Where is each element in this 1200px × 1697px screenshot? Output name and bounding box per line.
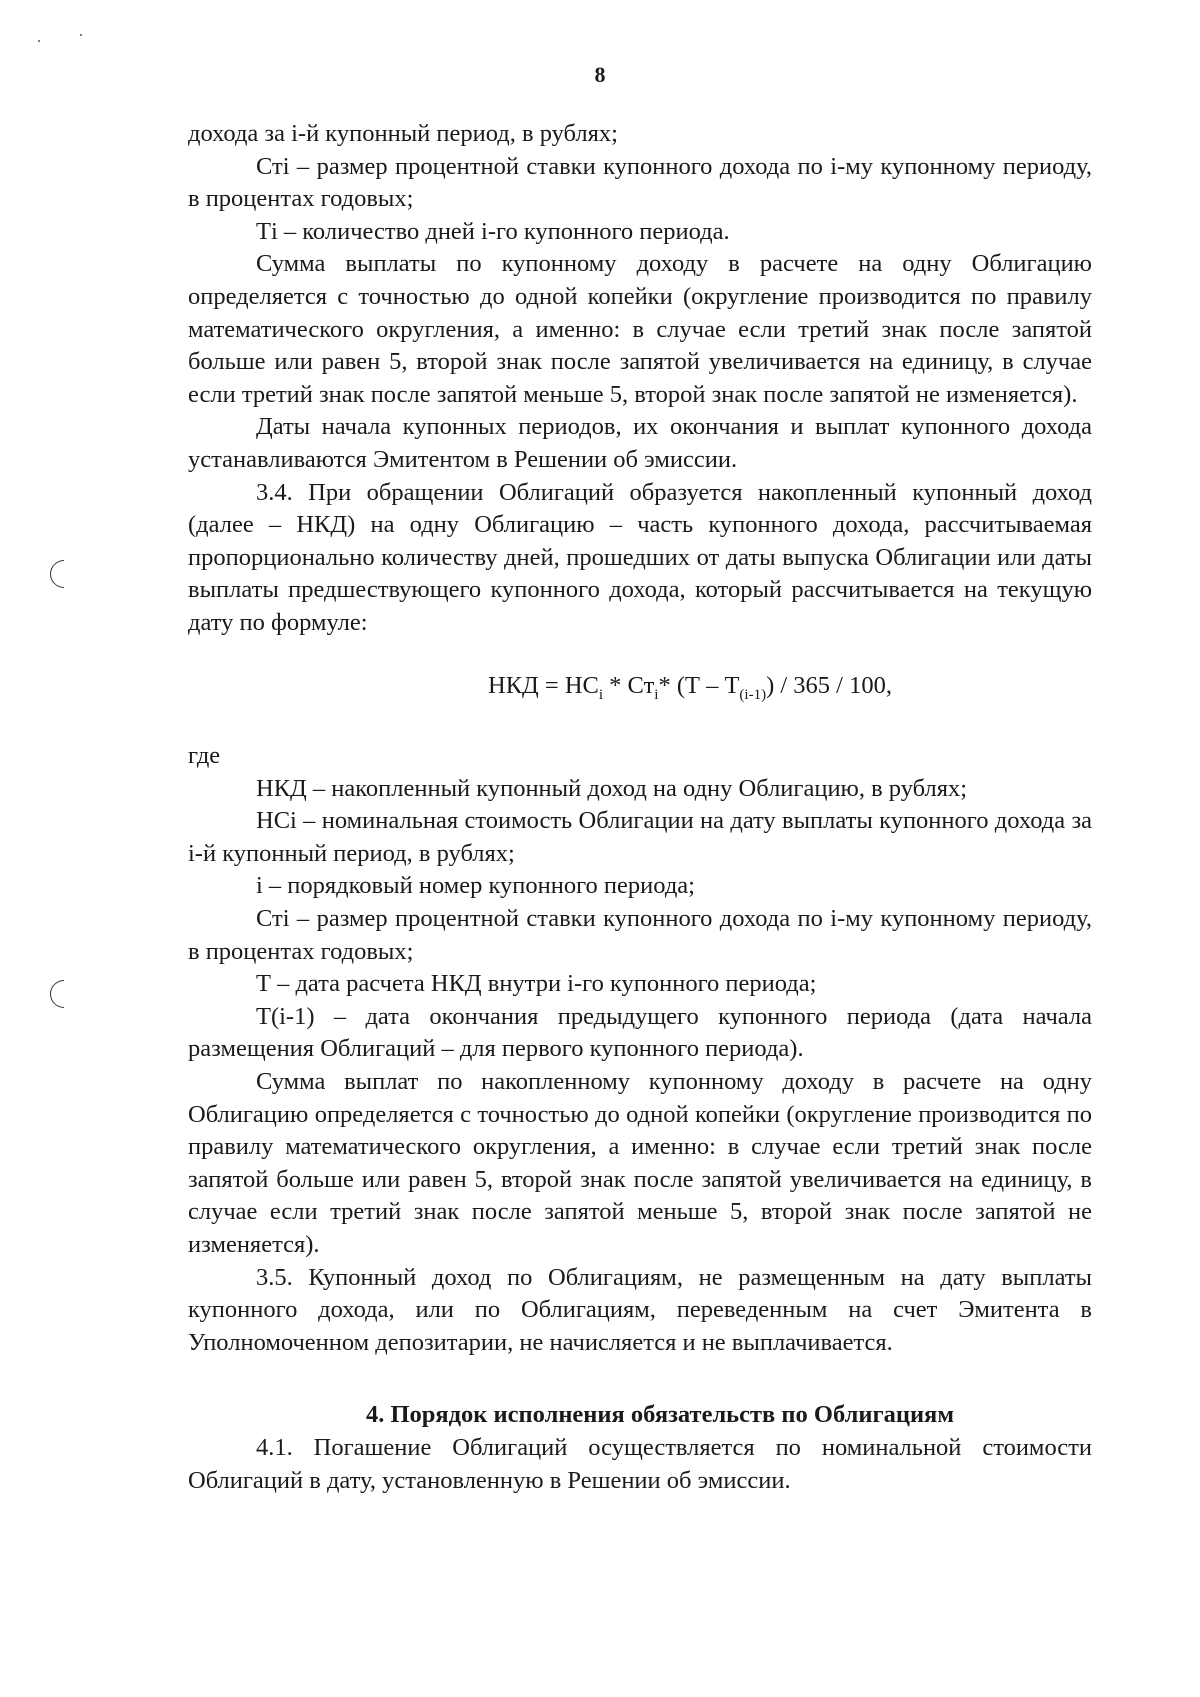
paragraph-3-5: 3.5. Купонный доход по Облигациям, не размещенным на дату выплаты купонного дохода, или по Облигациям, переведенным на счет Эмитента в Уполномоченном депозитарии, не начисляется и не выплачивается. bbox=[188, 1263, 1092, 1356]
scan-speck bbox=[80, 34, 82, 36]
definition: НСi – номинальная стоимость Облигации на дату выплаты купонного дохода за i-й купонный период, в рублях; bbox=[188, 807, 1092, 867]
document-body bbox=[188, 118, 1092, 1497]
punch-hole-mark bbox=[44, 974, 84, 1014]
punch-hole-mark bbox=[44, 554, 84, 594]
paragraph: Стi – размер процентной ставки купонного дохода по i-му купонному периоду, в процентах годовых; bbox=[188, 152, 1092, 213]
paragraph: Сумма выплат по накопленному купонному доходу в расчете на одну Облигацию определяется с точностью до одной копейки (округление производится по правилу математического округления, а именно: в случае если третий знак после запятой больше или равен 5, второй знак после запятой увеличивается на единицу, в случае если третий знак после запятой меньше 5, второй знак после запятой не изменяется). bbox=[188, 1068, 1092, 1258]
definition: i – порядковый номер купонного периода; bbox=[256, 872, 695, 900]
definition: НКД – накопленный купонный доход на одну Облигацию, в рублях; bbox=[256, 774, 968, 802]
section-heading: 4. Порядок исполнения обязательств по Облигациям bbox=[365, 1401, 955, 1429]
paragraph-4-1: 4.1. Погашение Облигаций осуществляется по номинальной стоимости Облигаций в дату, установленную в Решении об эмиссии. bbox=[188, 1433, 1092, 1494]
scan-speck bbox=[38, 40, 40, 42]
nkd-formula: НКД = $НС_i * Ст_i*$ $(Т - Т_{(i-1)}) / 365 / 100$, bbox=[488, 671, 892, 703]
paragraph: Даты начала купонных периодов, их окончания и выплат купонного дохода устанавливаются Эмитентом в Решении об эмиссии. bbox=[188, 413, 1092, 473]
page-number: 8 bbox=[594, 62, 606, 87]
paragraph: Тi – количество дней i-го купонного периода. bbox=[256, 217, 730, 245]
definition: Стi – размер процентной ставки купонного дохода по i-му купонному периоду, в процентах годовых; bbox=[188, 905, 1092, 965]
definition: Т – дата расчета НКД внутри i-го купонного периода; bbox=[256, 970, 817, 998]
definition: Т(i-1) – дата окончания предыдущего купонного периода (дата начала размещения Облигаций – для первого купонного периода). bbox=[188, 1002, 1092, 1063]
paragraph-3-4: 3.4. При обращении Облигаций образуется накопленный купонный доход (далее – НКД) на одну Облигацию – часть купонного дохода, рассчитываемая пропорционально количеству дней, прошедших от даты выпуска Облигации или даты выплаты предшествующего купонного дохода, который рассчитывается на текущую дату по формуле: bbox=[188, 478, 1092, 636]
paragraph: Сумма выплаты по купонному доходу в расчете на одну Облигацию определяется с точностью до одной копейки (округление производится по правилу математического округления, а именно: в случае если третий знак после запятой больше или равен 5, второй знак после запятой увеличивается на единицу, в случае если третий знак после запятой меньше 5, второй знак после запятой не изменяется). bbox=[188, 250, 1092, 408]
paragraph: дохода за i-й купонный период, в рублях; bbox=[188, 120, 618, 147]
where-label: где bbox=[188, 742, 221, 770]
